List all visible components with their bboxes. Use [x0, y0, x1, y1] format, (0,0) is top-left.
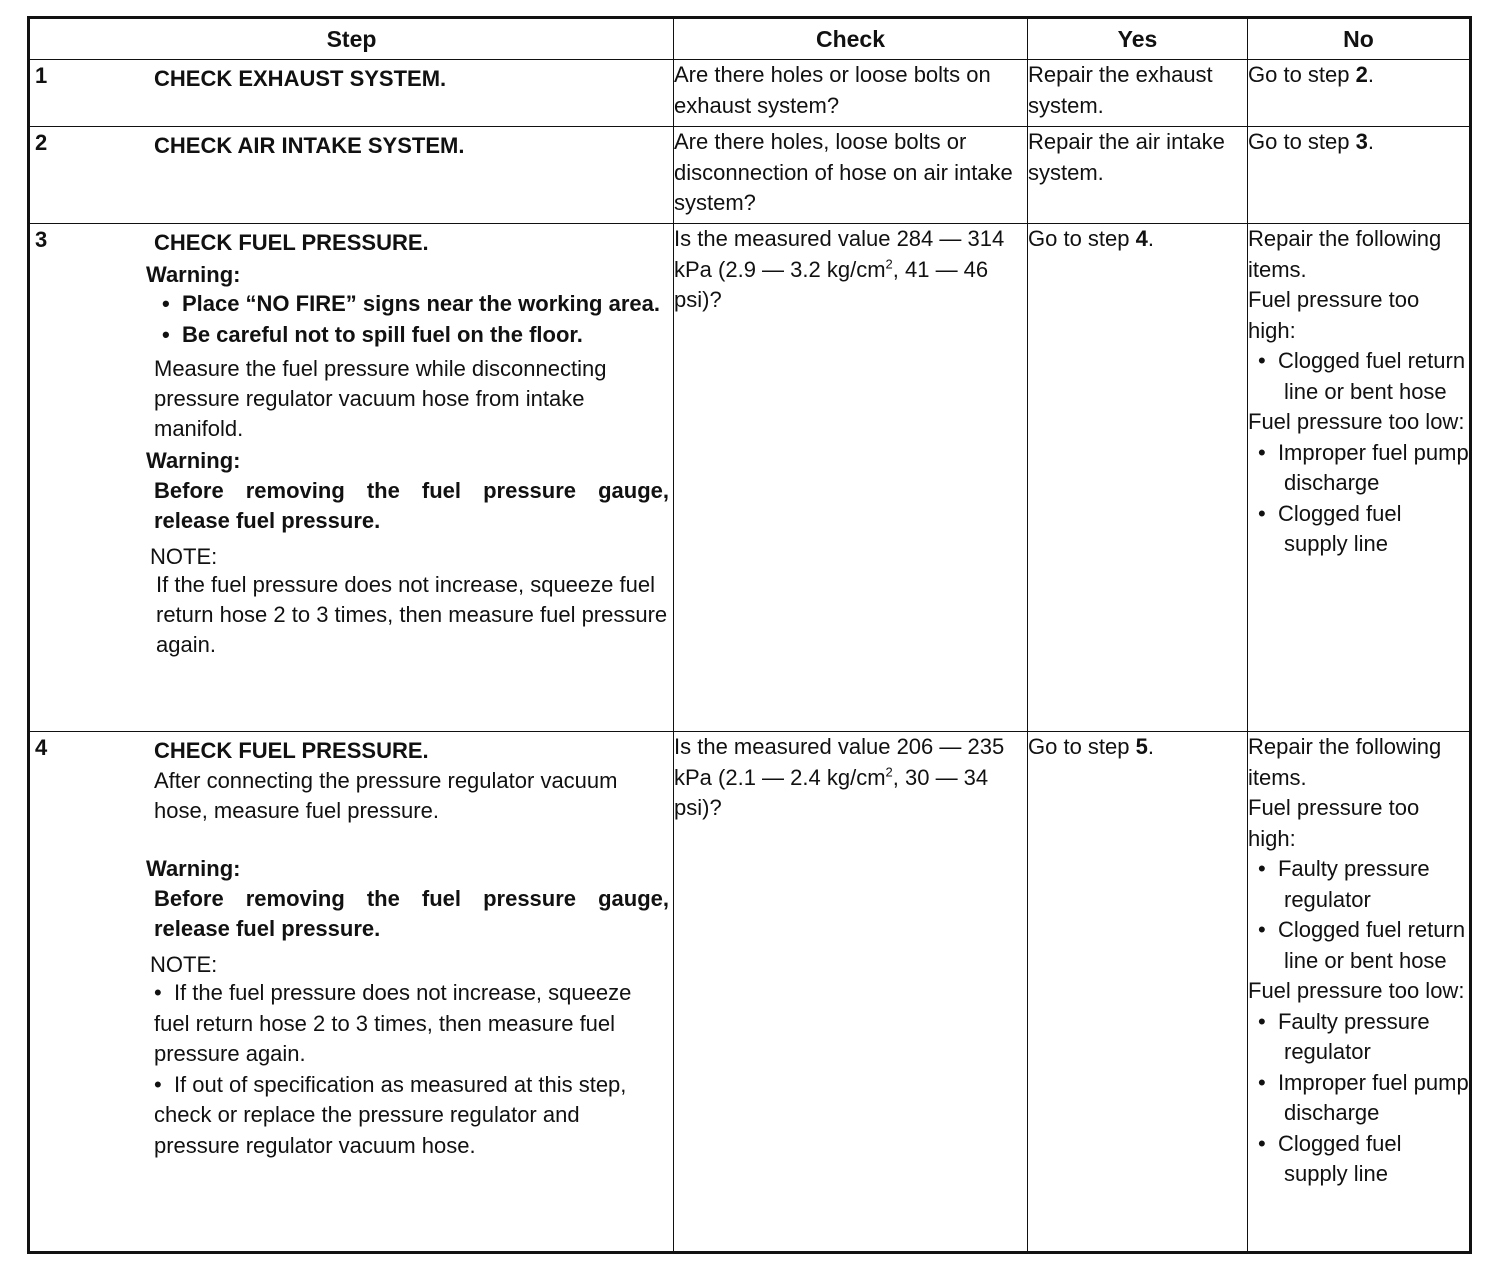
check-cell: Are there holes or loose bolts on exhaust system? [674, 60, 1028, 127]
yes-cell: Go to step 4. [1028, 224, 1248, 732]
header-no: No [1248, 18, 1471, 60]
step-link: 3 [1355, 129, 1368, 154]
no-cell: Go to step 3. [1248, 127, 1471, 224]
step-cell [29, 732, 674, 1253]
step-title: CHECK FUEL PRESSURE. [154, 738, 429, 763]
repair-item: • Clogged fuel supply line [1258, 1130, 1402, 1186]
table-header-row [29, 18, 1471, 60]
table-row [29, 127, 1471, 224]
note-text: If the fuel pressure does not increase, squeeze fuel return hose 2 to 3 times, then measure fuel pressure again. [156, 572, 668, 657]
repair-intro: Repair the following items. [1248, 734, 1442, 790]
repair-intro: Repair the following items. [1248, 226, 1442, 282]
condition-label: Fuel pressure too low: [1248, 978, 1465, 1003]
repair-item: • Improper fuel pump discharge [1258, 439, 1469, 495]
yes-cell: Repair the exhaust system. [1028, 60, 1248, 127]
step-cell [29, 60, 674, 127]
repair-item: • Improper fuel pump discharge [1258, 1069, 1469, 1125]
header-yes: Yes [1028, 18, 1248, 60]
yes-cell: Go to step 5. [1028, 732, 1248, 1253]
diagnostic-table [27, 16, 1472, 1254]
warning-text: Before removing the fuel pressure gauge, release fuel pressure. [154, 886, 669, 941]
warning-label: Warning: [146, 262, 241, 287]
step-cell [29, 224, 674, 732]
no-cell [1248, 224, 1471, 732]
step-number: 4 [35, 735, 48, 760]
repair-item: • Clogged fuel return line or bent hose [1258, 917, 1466, 973]
header-check: Check [674, 18, 1028, 60]
condition-label: Fuel pressure too high: [1248, 795, 1420, 851]
header-step: Step [29, 18, 674, 60]
note-bullet: • If the fuel pressure does not increase, squeeze fuel return hose 2 to 3 times, then measure fuel pressure again. [154, 980, 632, 1066]
step-cell [29, 127, 674, 224]
step-number: 1 [35, 63, 48, 88]
note-bullet: • If out of specification as measured at this step, check or replace the pressure regulator and pressure regulator vacuum hose. [154, 1071, 627, 1158]
table-row [29, 732, 1471, 1253]
step-link: 5 [1135, 734, 1148, 759]
step-link: 2 [1355, 62, 1368, 87]
no-cell [1248, 732, 1471, 1253]
step-link: 4 [1135, 226, 1148, 251]
note-label: NOTE: [150, 952, 218, 977]
instruction-text: After connecting the pressure regulator vacuum hose, measure fuel pressure. [154, 768, 618, 823]
step-number: 3 [35, 227, 48, 252]
condition-label: Fuel pressure too low: [1248, 409, 1465, 434]
warning-label: Warning: [146, 856, 241, 881]
step-number: 2 [35, 130, 48, 155]
condition-label: Fuel pressure too high: [1248, 287, 1420, 343]
warning-text: Before removing the fuel pressure gauge, release fuel pressure. [154, 478, 669, 533]
repair-item: • Clogged fuel supply line [1258, 500, 1402, 556]
check-cell: Is the measured value 284 — 314 kPa (2.9 — 3.2 $kg/cm^2$, 41 — 46 psi)? [674, 224, 1028, 732]
warning-bullet: • Be careful not to spill fuel on the floor. [162, 322, 583, 347]
step-title: CHECK EXHAUST SYSTEM. [154, 66, 447, 91]
warning-bullet: • Place “NO FIRE” signs near the working area. [162, 291, 660, 316]
warning-label: Warning: [146, 448, 241, 473]
repair-item: • Faulty pressure regulator [1258, 1008, 1430, 1064]
step-title: CHECK FUEL PRESSURE. [154, 230, 429, 255]
check-cell: Are there holes, loose bolts or disconnection of hose on air intake system? [674, 127, 1028, 224]
instruction-text: Measure the fuel pressure while disconnecting pressure regulator vacuum hose from intake manifold. [154, 356, 607, 441]
step-title: CHECK AIR INTAKE SYSTEM. [154, 133, 465, 158]
no-cell: Go to step 2. [1248, 60, 1471, 127]
check-cell: Is the measured value 206 — 235 kPa (2.1 — 2.4 $kg/cm^2$, 30 — 34 psi)? [674, 732, 1028, 1253]
note-label: NOTE: [150, 544, 218, 569]
yes-cell: Repair the air intake system. [1028, 127, 1248, 224]
table-row [29, 224, 1471, 732]
repair-item: • Faulty pressure regulator [1258, 856, 1430, 912]
table-row [29, 60, 1471, 127]
repair-item: • Clogged fuel return line or bent hose [1258, 348, 1466, 404]
